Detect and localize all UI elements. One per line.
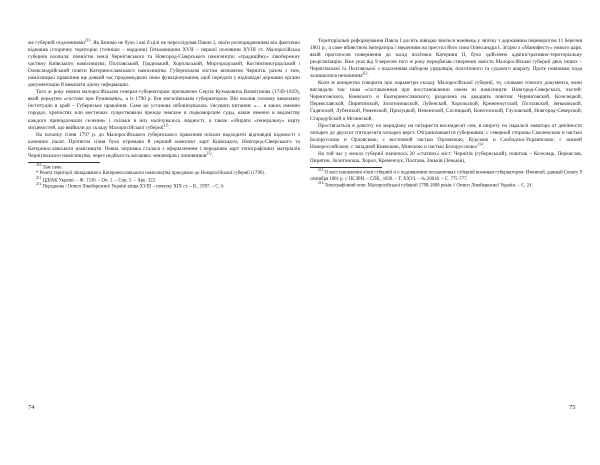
footnote: $^{212}$ Передкова / Описи Лівобережної Україні кінця XVIII – початку XIX ст. – К., 1997. – С. 6. <box>36 182 225 190</box>
right-paragraph-3: Простягається в довготу по меридіану на четыреста восемдесят сем, в широту по паралелі екватора от дев'яносто четырех до двухсот п'ятидесяти четырех верст. Отграничивается губерниями: с северной стороны Смоленскою и частью Белорусскою и Орловскою; с восточной частью Орловскою, Курскою и Слободско-Украинскою; с южной Новороссийскою; с западной Киевскою, Минскою и частью Белорусскою»$^{214}$. <box>310 122 582 150</box>
right-paragraph-1: Територіальні реформування Павла I досить швидко звелися нанівець у зв'язку з державним переворотом 11 березня 1801 р., а саме вбивством імператора і зведенням на престол його сина Олександра I. Згідно з «Манифесту» нового царя, який проголосив повернення до засад політики Катерини II, було здійснено адміністративно-територіальну реорганізацію. Вже указ від 9 вересня того ж року передбачав створення замість Малоросійської губернії двох інших – Чернігівської та Полтавської з поділенням набором урядовців, політичного та судового апарату. Проте повноваж пода залишилися незмінним$^{213}$. <box>310 38 582 80</box>
page-number-right: 75 <box>569 404 576 411</box>
left-page <box>28 40 300 465</box>
page-number-left: 74 <box>28 404 35 411</box>
left-paragraph-3: На початку січня 1797 р. до Малоросійського губернського правління почали надходити відповідні відомості з казенних палат. Протягом січня було отримано й перший комплект карт Київського, Новгород-Сіверського та Катеринославського намісництв. Певна затримка сталася з оформленням і передачею карт топографічних матеріалів Чернігівського намісництва, через недбалість місцевих землемірів і чиновників$^{212}$. <box>28 131 300 159</box>
footnote: $^{210}$ Там само. <box>36 162 63 171</box>
footnote: $^{211}$ ЦДІАК Україні. – Ф. 1336. – Оп. 1. – Спр. 5. – Арк. 322. <box>36 175 157 184</box>
right-page <box>310 38 582 463</box>
footnote: $^{213}$ О восстановлении в'язи губерній и о подиявлении пограничных губерній военным губернатором: Именной, данный Сенату 9 сентября 1801 р. // ПСЗРИ. – СПб., 1830. – Т. XXVI. – № 20018. – С. 775-777. <box>310 167 582 182</box>
left-paragraph-2: Того ж року новим малоросійським генерал-губернатором призначено Сергія Кузьмовича Вязмітінова (1749-1819), який передтим «состоял при Румянцеве», а із 1790 р. був могилівським губернатором. Він очолив головну виконавчу інституцію в край – Губернське правління. Саме це установа зобов'язувалась з'ясувати питання: «… в каких именно городах, крепостях или местечках существовали прежде земские и подкоморские суды, какие именно в ведомству каждого принадлежали селения» і скільки в них налічувалось людності, а також «збирати «генеральну» карту місцевостей, що ввійшли до складу Малоросійської губернії$^{211}$. <box>28 89 300 131</box>
footnote: $^{214}$ Топографічний опис Малоросійської губернії 1798-1800 років // Описи Лівобережної Україні. – С. 24. <box>318 180 533 189</box>
left-body <box>28 40 300 160</box>
right-footnotes <box>310 167 582 189</box>
footnote: * Решта території ліквідованого Катеринославського намісництва приєднано до Новоросійської губернії (1796). <box>36 171 266 177</box>
right-body <box>310 38 582 165</box>
left-paragraph-1: же губерній отделениями$^{210}$. Як бачимо не було і які б цілі не переслідував Павло I, своїм розпорядженням він фактично відновив історичну територію (точніше – кордони) Гетьманщини XVII – першої половини XVIII ст. Малоросійська губернія охопила: повністю землі Чернігівського та Новгород-Сіверського намісництв; «традиційну» лівобережну частину Київського намісництва; Полтавський, Градизький, Хорольський, Миргородський, Костянтиноградський і Олександрійський повіти Катеринославського намісництва. Губернським містом визначено Чернігів. разом з тим, намісницькі правління ще деякий час продовжували свою функціонування, щоб передати у відповідні державні органи документацію й виконати діючу інформацію. <box>28 38 300 89</box>
left-footnotes <box>28 162 300 191</box>
right-paragraph-2: Коли ж конкретно говорити про параметри складу Малоросійської губернії, то, словами точного документа, вони виглядали так: нова «составленная при восстановлении своем из намісництв: Новгород-Северского, частей: Черниговского, Киевского и Екатеринославского; разделена на двадцять повітов: Черниговской, Козелецкой, Переяславской, Пирятинской, Золотоношской, Лубенской, Хорольской, Кременчугской, Полтавской, Зеньковской, Гадячской, Лубенской, Роменской, Прилуцкой, Нежинской, Сосницкой, Конотопской, Глуховской, Новгород-Северской, Стародубской и Мглинской. <box>310 80 582 122</box>
right-paragraph-4: На той час у межах губернії значилось 20 «статних» міст: Чернігів (губернський), повітові – Козелець, Переяслав, Пирятин, Золотоноша, Хорол, Кременчук, Полтава, Зіньків (Зеньків), <box>310 150 582 164</box>
